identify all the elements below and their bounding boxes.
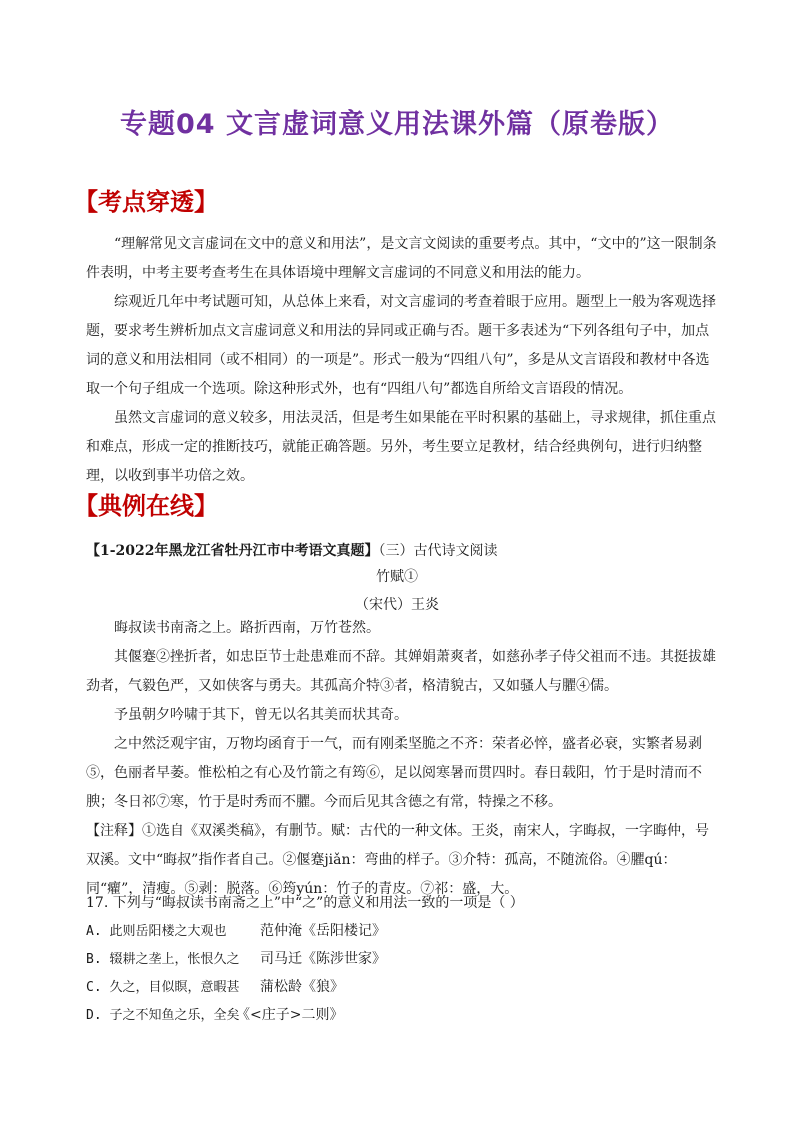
intro-paragraph: “理解常见文言虚词在文中的意义和用法”，是文言文阅读的重要考点。其中，“文中的”这一限制条件表明，中考主要考查考生在具体语境中理解文言虚词的不同意义和用法的能力。 [86, 236, 717, 281]
option-text: A. 此则岳阳楼之大观也 [86, 924, 227, 939]
option-text: D. 子之不知鱼之乐，全矣 [86, 1008, 240, 1023]
intro-paragraph: 综观近几年中考试题可知，从总体上来看，对文言虚词的考查着眼于应用。题型上一般为客观选择题，要求考生辨析加点文言虚词意义和用法的异同或正确与否。题干多表述为“下列各组句子中，加点词的意义和用法相同（或不相同）的一项是”。形式一般为“四组八句”，多是从文言语段和教材中各选取一个句子组成一个选项。除这种形式外，也有“四组八句”都选自所给文言语段的情况。 [86, 294, 716, 397]
classical-text [86, 614, 722, 904]
section-heading-kaodian: 【考点穿透】 [74, 188, 218, 216]
example-source-section: （三）古代诗文阅读 [378, 543, 498, 559]
option-source: 蒲松龄《狼》 [260, 979, 344, 995]
option-source: 司马迁《陈涉世家》 [260, 951, 386, 967]
text-paragraph: 予虽朝夕吟啸于其下，曾无以名其美而状其奇。 [114, 707, 408, 723]
example-source [86, 540, 726, 560]
text-paragraph: 其偃蹇②挫折者，如忠臣节士赴患难而不辞。其婵娟萧爽者，如慈孙孝子侍父祖而不违。其挺拔雄劲者，气毅色严，又如侠客与勇夫。其孤高介特③者，格清貌古，又如骚人与臞④儒。 [86, 649, 716, 694]
text-paragraph: 之中然泛观宇宙，万物均函育于一气，而有刚柔坚脆之不齐：荣者必悴，盛者必衰，实繁者易剥⑤，色丽者早萎。惟松柏之有心及竹箭之有筠⑥，足以阅寒暑而贯四时。春日载阳，竹于是时清而不腴；冬日祁⑦寒，竹于是时秀而不臞。今而后见其含德之有常，特操之不移。 [86, 736, 702, 810]
annotation-notes: 【注释】①选自《双溪类稿》，有删节。赋：古代的一种文体。王炎，南宋人，字晦叔，一字晦仲，号双溪。文中“晦叔”指作者自己。②偃蹇jiǎn：弯曲的样子。③介特：孤高，不随流俗。④臞qú：同“癯”，清瘦。⑤剥：脱落。⑥筠yún：竹子的青皮。⑦祁：盛，大。 [86, 823, 709, 897]
poem-title: 竹赋① [376, 569, 418, 585]
intro-text [86, 230, 722, 491]
option-a [86, 920, 386, 939]
question-stem: 17. 下列与“晦叔读书南斋之上”中“之”的意义和用法一致的一项是（ ） [86, 895, 524, 911]
option-source: 《<庄子>二则》 [236, 1007, 344, 1023]
option-c [86, 976, 344, 995]
text-paragraph: 晦叔读书南斋之上。路折西南，万竹苍然。 [114, 620, 380, 636]
option-source: 范仲淹《岳阳楼记》 [260, 923, 386, 939]
option-text: B. 辍耕之垄上，怅恨久之 [86, 952, 240, 967]
section-heading-dianli: 【典例在线】 [74, 492, 218, 520]
page-title: 专题04 文言虚词意义用法课外篇（原卷版） [120, 109, 674, 140]
option-d [86, 1004, 344, 1023]
option-b [86, 948, 386, 967]
example-source-label: 【1-2022年黑龙江省牡丹江市中考语文真题】 [86, 543, 379, 559]
option-text: C. 久之，目似瞑，意暇甚 [86, 980, 240, 995]
intro-paragraph: 虽然文言虚词的意义较多，用法灵活，但是考生如果能在平时积累的基础上，寻求规律，抓住重点和难点，形成一定的推断技巧，就能正确答题。另外，考生要立足教材，结合经典例句，进行归纳整理，以收到事半功倍之效。 [86, 410, 716, 484]
poem-author: （宋代）王炎 [355, 597, 439, 613]
